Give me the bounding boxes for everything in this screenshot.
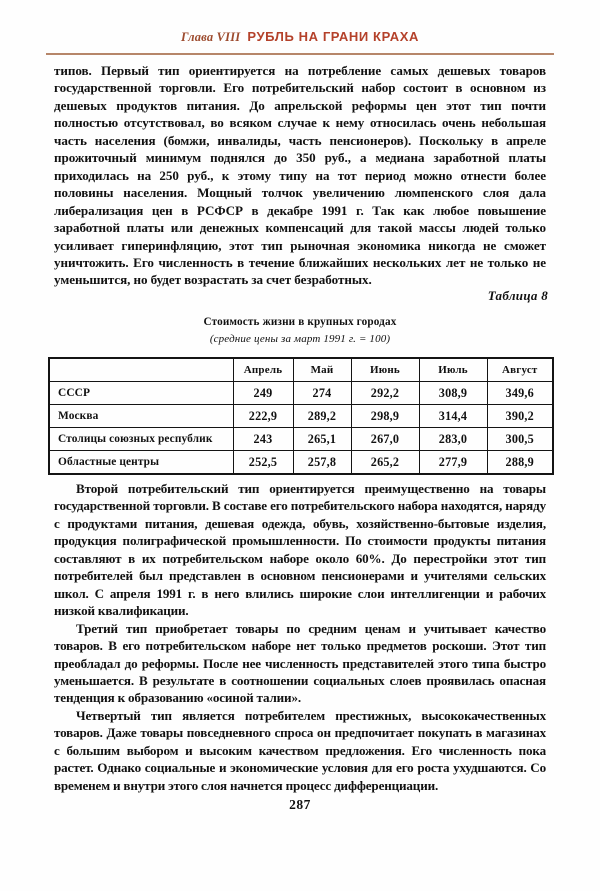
table-row bbox=[49, 382, 553, 405]
table-header-row bbox=[49, 358, 553, 382]
paragraph-2: Второй потребительский тип ориентируется преимущественно на товары государственной торговли. В составе его потребительского набора находятся, наряду с продуктами питания, дешевая одежда, обувь, хозяйственно-бытовые изделия, продукция полиграфической промышленности. По стоимости продукты питания составляют в их потребительском наборе около 60%. До перестройки этот тип потребителей был представлен в основном пенсионерами и учителями сельских школ. С апреля 1991 г. в него влились широкие слои интеллигенции и рабочих низкой квалификации. bbox=[54, 481, 546, 619]
table-cell: 249 bbox=[233, 382, 293, 405]
table-cell: 252,5 bbox=[233, 451, 293, 475]
cost-of-living-table bbox=[48, 357, 554, 475]
table-cell: 300,5 bbox=[487, 428, 553, 451]
table-row bbox=[49, 451, 553, 475]
table-cell: 265,1 bbox=[293, 428, 351, 451]
table-header-corner bbox=[49, 358, 233, 382]
table-row bbox=[49, 405, 553, 428]
running-head-chapter: Глава VIII bbox=[181, 30, 241, 44]
running-head-title: РУБЛЬ НА ГРАНИ КРАХА bbox=[247, 29, 419, 44]
header-rule bbox=[46, 53, 554, 55]
table-cell: 349,6 bbox=[487, 382, 553, 405]
table-cell: 274 bbox=[293, 382, 351, 405]
cost-of-living-table-wrapper bbox=[48, 357, 552, 475]
table-row bbox=[49, 428, 553, 451]
body-text-lower bbox=[54, 480, 546, 794]
table-cell: 308,9 bbox=[419, 382, 487, 405]
table-cell: 390,2 bbox=[487, 405, 553, 428]
table-row-label: СССР bbox=[49, 382, 233, 405]
paragraph-3: Третий тип приобретает товары по средним ценам и учитывает качество товаров. В его потребительском наборе нет только предметов роскоши. Этот тип преобладал до реформы. После нее численность представителей этого типа быстро уменьшается. В результате в соотношении социальных слоев проявилась опасная тенденция к образованию «осиной талии». bbox=[54, 620, 546, 706]
table-caption-sub: (средние цены за март 1991 г. = 100) bbox=[209, 333, 391, 345]
table-caption bbox=[46, 316, 554, 345]
table-header-august: Август bbox=[487, 358, 553, 382]
table-header-april: Апрель bbox=[233, 358, 293, 382]
table-cell: 288,9 bbox=[487, 451, 553, 475]
table-cell: 298,9 bbox=[351, 405, 419, 428]
paragraph-4: Четвертый тип является потребителем престижных, высококачественных товаров. Даже товары повседневного спроса он предпочитает покупать в магазинах с большим выбором и высоким качеством предложения. Его численность пока растет. Однако социальные и экономические условия для его роста ухудшаются. Со временем и внутри этого слоя начнется процесс дифференциации. bbox=[54, 707, 546, 793]
table-cell: 222,9 bbox=[233, 405, 293, 428]
running-head bbox=[46, 28, 554, 46]
table-cell: 243 bbox=[233, 428, 293, 451]
table-row-label: Столицы союзных республик bbox=[49, 428, 233, 451]
table-cell: 314,4 bbox=[419, 405, 487, 428]
table-header-may: Май bbox=[293, 358, 351, 382]
table-cell: 277,9 bbox=[419, 451, 487, 475]
table-row-label: Областные центры bbox=[49, 451, 233, 475]
table-cell: 292,2 bbox=[351, 382, 419, 405]
table-caption-main: Стоимость жизни в крупных городах bbox=[203, 316, 397, 328]
table-cell: 257,8 bbox=[293, 451, 351, 475]
table-cell: 265,2 bbox=[351, 451, 419, 475]
table-row-label: Москва bbox=[49, 405, 233, 428]
table-cell: 283,0 bbox=[419, 428, 487, 451]
table-header-july: Июль bbox=[419, 358, 487, 382]
table-cell: 267,0 bbox=[351, 428, 419, 451]
paragraph-1: типов. Первый тип ориентируется на потребление самых дешевых товаров государственной торговли. Его потребительский набор состоит в основном из дешевых продуктов питания. До апрельской реформы цен этот тип почти полностью отсутствовал, во всяком случае к нему относилась очень небольшая часть населения (бомжи, инвалиды, часть пенсионеров). Поскольку в апреле прожиточный минимум поднялся до 350 руб., а медиана заработной платы приходилась на 250 руб., к этому типу на тот период можно отнести более половины населения. Мощный толчок увеличению люмпенского слоя дала либерализация цен в РСФСР в декабре 1991 г. Так как любое повышение заработной платы или денежных компенсаций для такой массы людей только усиливает гиперинфляцию, этот тип рыночная экономика никогда не сможет уничтожить. Его численность в течение ближайших нескольких лет не только не уменьшится, но будет возрастать за счет безработных. bbox=[54, 63, 546, 288]
table-header-june: Июнь bbox=[351, 358, 419, 382]
page-number: 287 bbox=[289, 797, 311, 812]
table-number-label: Таблица 8 bbox=[487, 288, 548, 303]
body-text-upper bbox=[54, 62, 546, 289]
table-cell: 289,2 bbox=[293, 405, 351, 428]
